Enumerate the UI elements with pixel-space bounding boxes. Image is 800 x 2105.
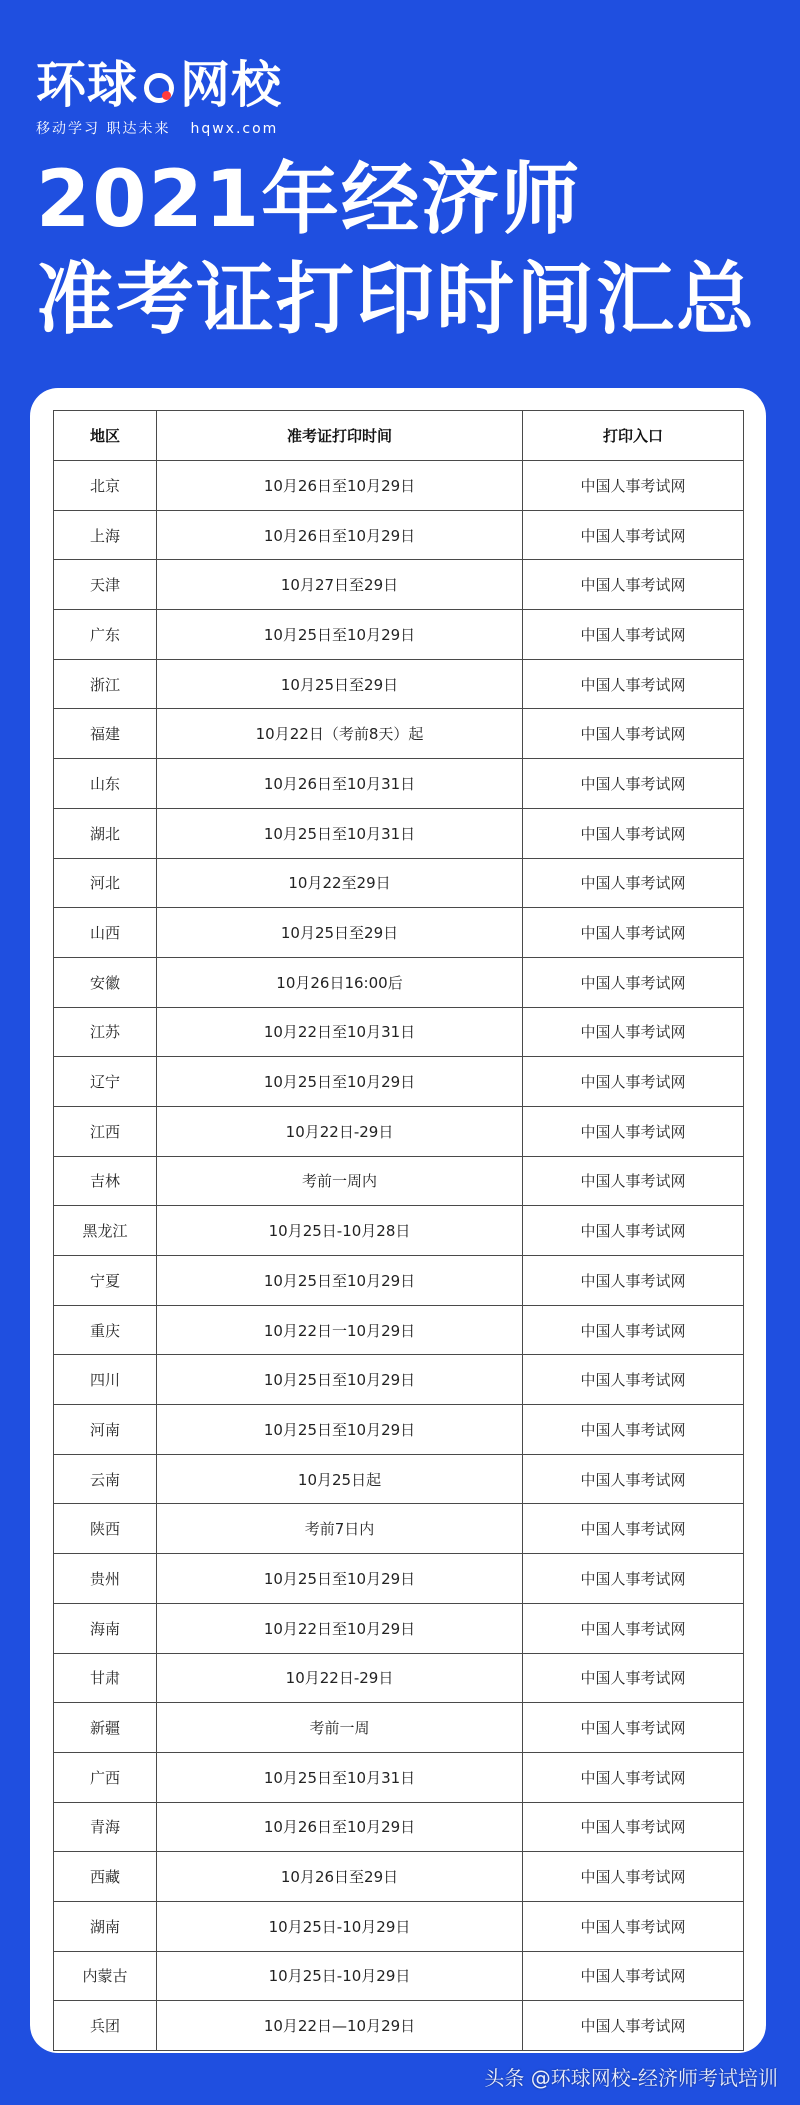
print-time-cell: 10月25日-10月29日 [157, 1901, 523, 1951]
print-entry-cell: 中国人事考试网 [523, 1305, 744, 1355]
region-cell: 安徽 [54, 957, 157, 1007]
print-time-cell: 10月25日至10月29日 [157, 1355, 523, 1405]
print-time-cell: 10月25日-10月28日 [157, 1206, 523, 1256]
table-row [54, 1603, 744, 1653]
table-row [54, 1554, 744, 1604]
print-time-cell: 考前一周内 [157, 1156, 523, 1206]
print-time-cell: 考前一周 [157, 1703, 523, 1753]
region-cell: 重庆 [54, 1305, 157, 1355]
print-time-cell: 10月25日至29日 [157, 659, 523, 709]
region-cell: 湖南 [54, 1901, 157, 1951]
region-cell: 青海 [54, 1802, 157, 1852]
print-entry-cell: 中国人事考试网 [523, 560, 744, 610]
print-entry-cell: 中国人事考试网 [523, 1355, 744, 1405]
print-entry-cell: 中国人事考试网 [523, 709, 744, 759]
table-row [54, 808, 744, 858]
table-row [54, 659, 744, 709]
title-line-1: 2021年经济师 [36, 155, 582, 245]
region-cell: 陕西 [54, 1504, 157, 1554]
region-cell: 江苏 [54, 1007, 157, 1057]
table-row [54, 908, 744, 958]
table-row [54, 1951, 744, 2001]
table-row [54, 858, 744, 908]
region-cell: 新疆 [54, 1703, 157, 1753]
table-row [54, 709, 744, 759]
region-cell: 江西 [54, 1106, 157, 1156]
print-entry-cell: 中国人事考试网 [523, 1057, 744, 1107]
print-entry-cell: 中国人事考试网 [523, 2001, 744, 2051]
table-row [54, 2001, 744, 2051]
print-time-cell: 10月25日至10月29日 [157, 1554, 523, 1604]
region-cell: 天津 [54, 560, 157, 610]
region-cell: 吉林 [54, 1156, 157, 1206]
print-entry-cell: 中国人事考试网 [523, 510, 744, 560]
region-cell: 山西 [54, 908, 157, 958]
print-entry-cell: 中国人事考试网 [523, 1256, 744, 1306]
region-cell: 宁夏 [54, 1256, 157, 1306]
print-time-cell: 10月25日至10月29日 [157, 1405, 523, 1455]
header-print-time: 准考证打印时间 [157, 411, 523, 461]
print-time-cell: 10月22日至10月29日 [157, 1603, 523, 1653]
table-row [54, 1901, 744, 1951]
region-cell: 海南 [54, 1603, 157, 1653]
header-region: 地区 [54, 411, 157, 461]
print-entry-cell: 中国人事考试网 [523, 1653, 744, 1703]
table-row [54, 1305, 744, 1355]
table-row [54, 1256, 744, 1306]
table-row [54, 1007, 744, 1057]
table-card [30, 388, 766, 2053]
schedule-table [53, 410, 744, 2051]
print-time-cell: 10月26日至10月29日 [157, 510, 523, 560]
print-entry-cell: 中国人事考试网 [523, 908, 744, 958]
print-entry-cell: 中国人事考试网 [523, 957, 744, 1007]
table-row [54, 461, 744, 511]
print-entry-cell: 中国人事考试网 [523, 1603, 744, 1653]
header-print-entry: 打印入口 [523, 411, 744, 461]
logo-wordmark [36, 58, 282, 112]
region-cell: 兵团 [54, 2001, 157, 2051]
table-row [54, 1852, 744, 1902]
print-time-cell: 10月22日—10月29日 [157, 2001, 523, 2051]
print-time-cell: 10月26日16:00后 [157, 957, 523, 1007]
logo-tagline [36, 120, 282, 138]
print-entry-cell: 中国人事考试网 [523, 659, 744, 709]
table-row [54, 510, 744, 560]
print-time-cell: 10月22日（考前8天）起 [157, 709, 523, 759]
print-time-cell: 考前7日内 [157, 1504, 523, 1554]
print-entry-cell: 中国人事考试网 [523, 1504, 744, 1554]
table-row [54, 1454, 744, 1504]
logo-url: hqwx.com [190, 121, 279, 137]
table-row [54, 1703, 744, 1753]
table-header-row [54, 411, 744, 461]
region-cell: 甘肃 [54, 1653, 157, 1703]
region-cell: 山东 [54, 759, 157, 809]
print-time-cell: 10月25日至10月31日 [157, 1752, 523, 1802]
region-cell: 西藏 [54, 1852, 157, 1902]
table-row [54, 1156, 744, 1206]
logo-circle-icon [144, 73, 174, 103]
region-cell: 广西 [54, 1752, 157, 1802]
table-body [54, 461, 744, 2051]
print-entry-cell: 中国人事考试网 [523, 1852, 744, 1902]
table-row [54, 1802, 744, 1852]
region-cell: 浙江 [54, 659, 157, 709]
region-cell: 广东 [54, 610, 157, 660]
table-row [54, 1057, 744, 1107]
print-entry-cell: 中国人事考试网 [523, 808, 744, 858]
logo [36, 58, 282, 138]
region-cell: 辽宁 [54, 1057, 157, 1107]
print-entry-cell: 中国人事考试网 [523, 1007, 744, 1057]
table-row [54, 560, 744, 610]
print-time-cell: 10月26日至10月29日 [157, 461, 523, 511]
region-cell: 黑龙江 [54, 1206, 157, 1256]
region-cell: 四川 [54, 1355, 157, 1405]
print-time-cell: 10月22日至10月31日 [157, 1007, 523, 1057]
logo-slogan: 移动学习 职达未来 [36, 121, 171, 137]
region-cell: 上海 [54, 510, 157, 560]
region-cell: 内蒙古 [54, 1951, 157, 2001]
logo-text-left: 环球 [36, 56, 138, 114]
table-row [54, 1504, 744, 1554]
title-line-2: 准考证打印时间汇总 [36, 255, 757, 345]
print-entry-cell: 中国人事考试网 [523, 1405, 744, 1455]
print-entry-cell: 中国人事考试网 [523, 1554, 744, 1604]
print-time-cell: 10月26日至10月31日 [157, 759, 523, 809]
table-row [54, 610, 744, 660]
print-time-cell: 10月22日-29日 [157, 1106, 523, 1156]
print-time-cell: 10月25日起 [157, 1454, 523, 1504]
table-row [54, 957, 744, 1007]
print-time-cell: 10月26日至10月29日 [157, 1802, 523, 1852]
region-cell: 北京 [54, 461, 157, 511]
table-row [54, 1653, 744, 1703]
region-cell: 湖北 [54, 808, 157, 858]
logo-text-right: 网校 [180, 56, 282, 114]
watermark: 头条 @环球网校-经济师考试培训 [484, 2066, 778, 2090]
print-time-cell: 10月25日至10月29日 [157, 610, 523, 660]
print-time-cell: 10月25日至10月29日 [157, 1256, 523, 1306]
print-entry-cell: 中国人事考试网 [523, 1106, 744, 1156]
print-time-cell: 10月22至29日 [157, 858, 523, 908]
print-entry-cell: 中国人事考试网 [523, 461, 744, 511]
print-entry-cell: 中国人事考试网 [523, 1901, 744, 1951]
region-cell: 河北 [54, 858, 157, 908]
table-row [54, 1206, 744, 1256]
region-cell: 贵州 [54, 1554, 157, 1604]
print-entry-cell: 中国人事考试网 [523, 858, 744, 908]
print-time-cell: 10月22日-29日 [157, 1653, 523, 1703]
print-entry-cell: 中国人事考试网 [523, 759, 744, 809]
region-cell: 福建 [54, 709, 157, 759]
print-entry-cell: 中国人事考试网 [523, 1802, 744, 1852]
page-title [36, 150, 756, 350]
print-time-cell: 10月25日-10月29日 [157, 1951, 523, 2001]
print-entry-cell: 中国人事考试网 [523, 1156, 744, 1206]
table-row [54, 1106, 744, 1156]
table-row [54, 1405, 744, 1455]
print-entry-cell: 中国人事考试网 [523, 1951, 744, 2001]
print-time-cell: 10月25日至29日 [157, 908, 523, 958]
print-entry-cell: 中国人事考试网 [523, 1752, 744, 1802]
print-time-cell: 10月22日一10月29日 [157, 1305, 523, 1355]
region-cell: 云南 [54, 1454, 157, 1504]
print-time-cell: 10月25日至10月31日 [157, 808, 523, 858]
print-time-cell: 10月25日至10月29日 [157, 1057, 523, 1107]
table-row [54, 1752, 744, 1802]
print-time-cell: 10月27日至29日 [157, 560, 523, 610]
print-time-cell: 10月26日至29日 [157, 1852, 523, 1902]
print-entry-cell: 中国人事考试网 [523, 1454, 744, 1504]
table-row [54, 759, 744, 809]
region-cell: 河南 [54, 1405, 157, 1455]
print-entry-cell: 中国人事考试网 [523, 1206, 744, 1256]
print-entry-cell: 中国人事考试网 [523, 610, 744, 660]
print-entry-cell: 中国人事考试网 [523, 1703, 744, 1753]
table-row [54, 1355, 744, 1405]
